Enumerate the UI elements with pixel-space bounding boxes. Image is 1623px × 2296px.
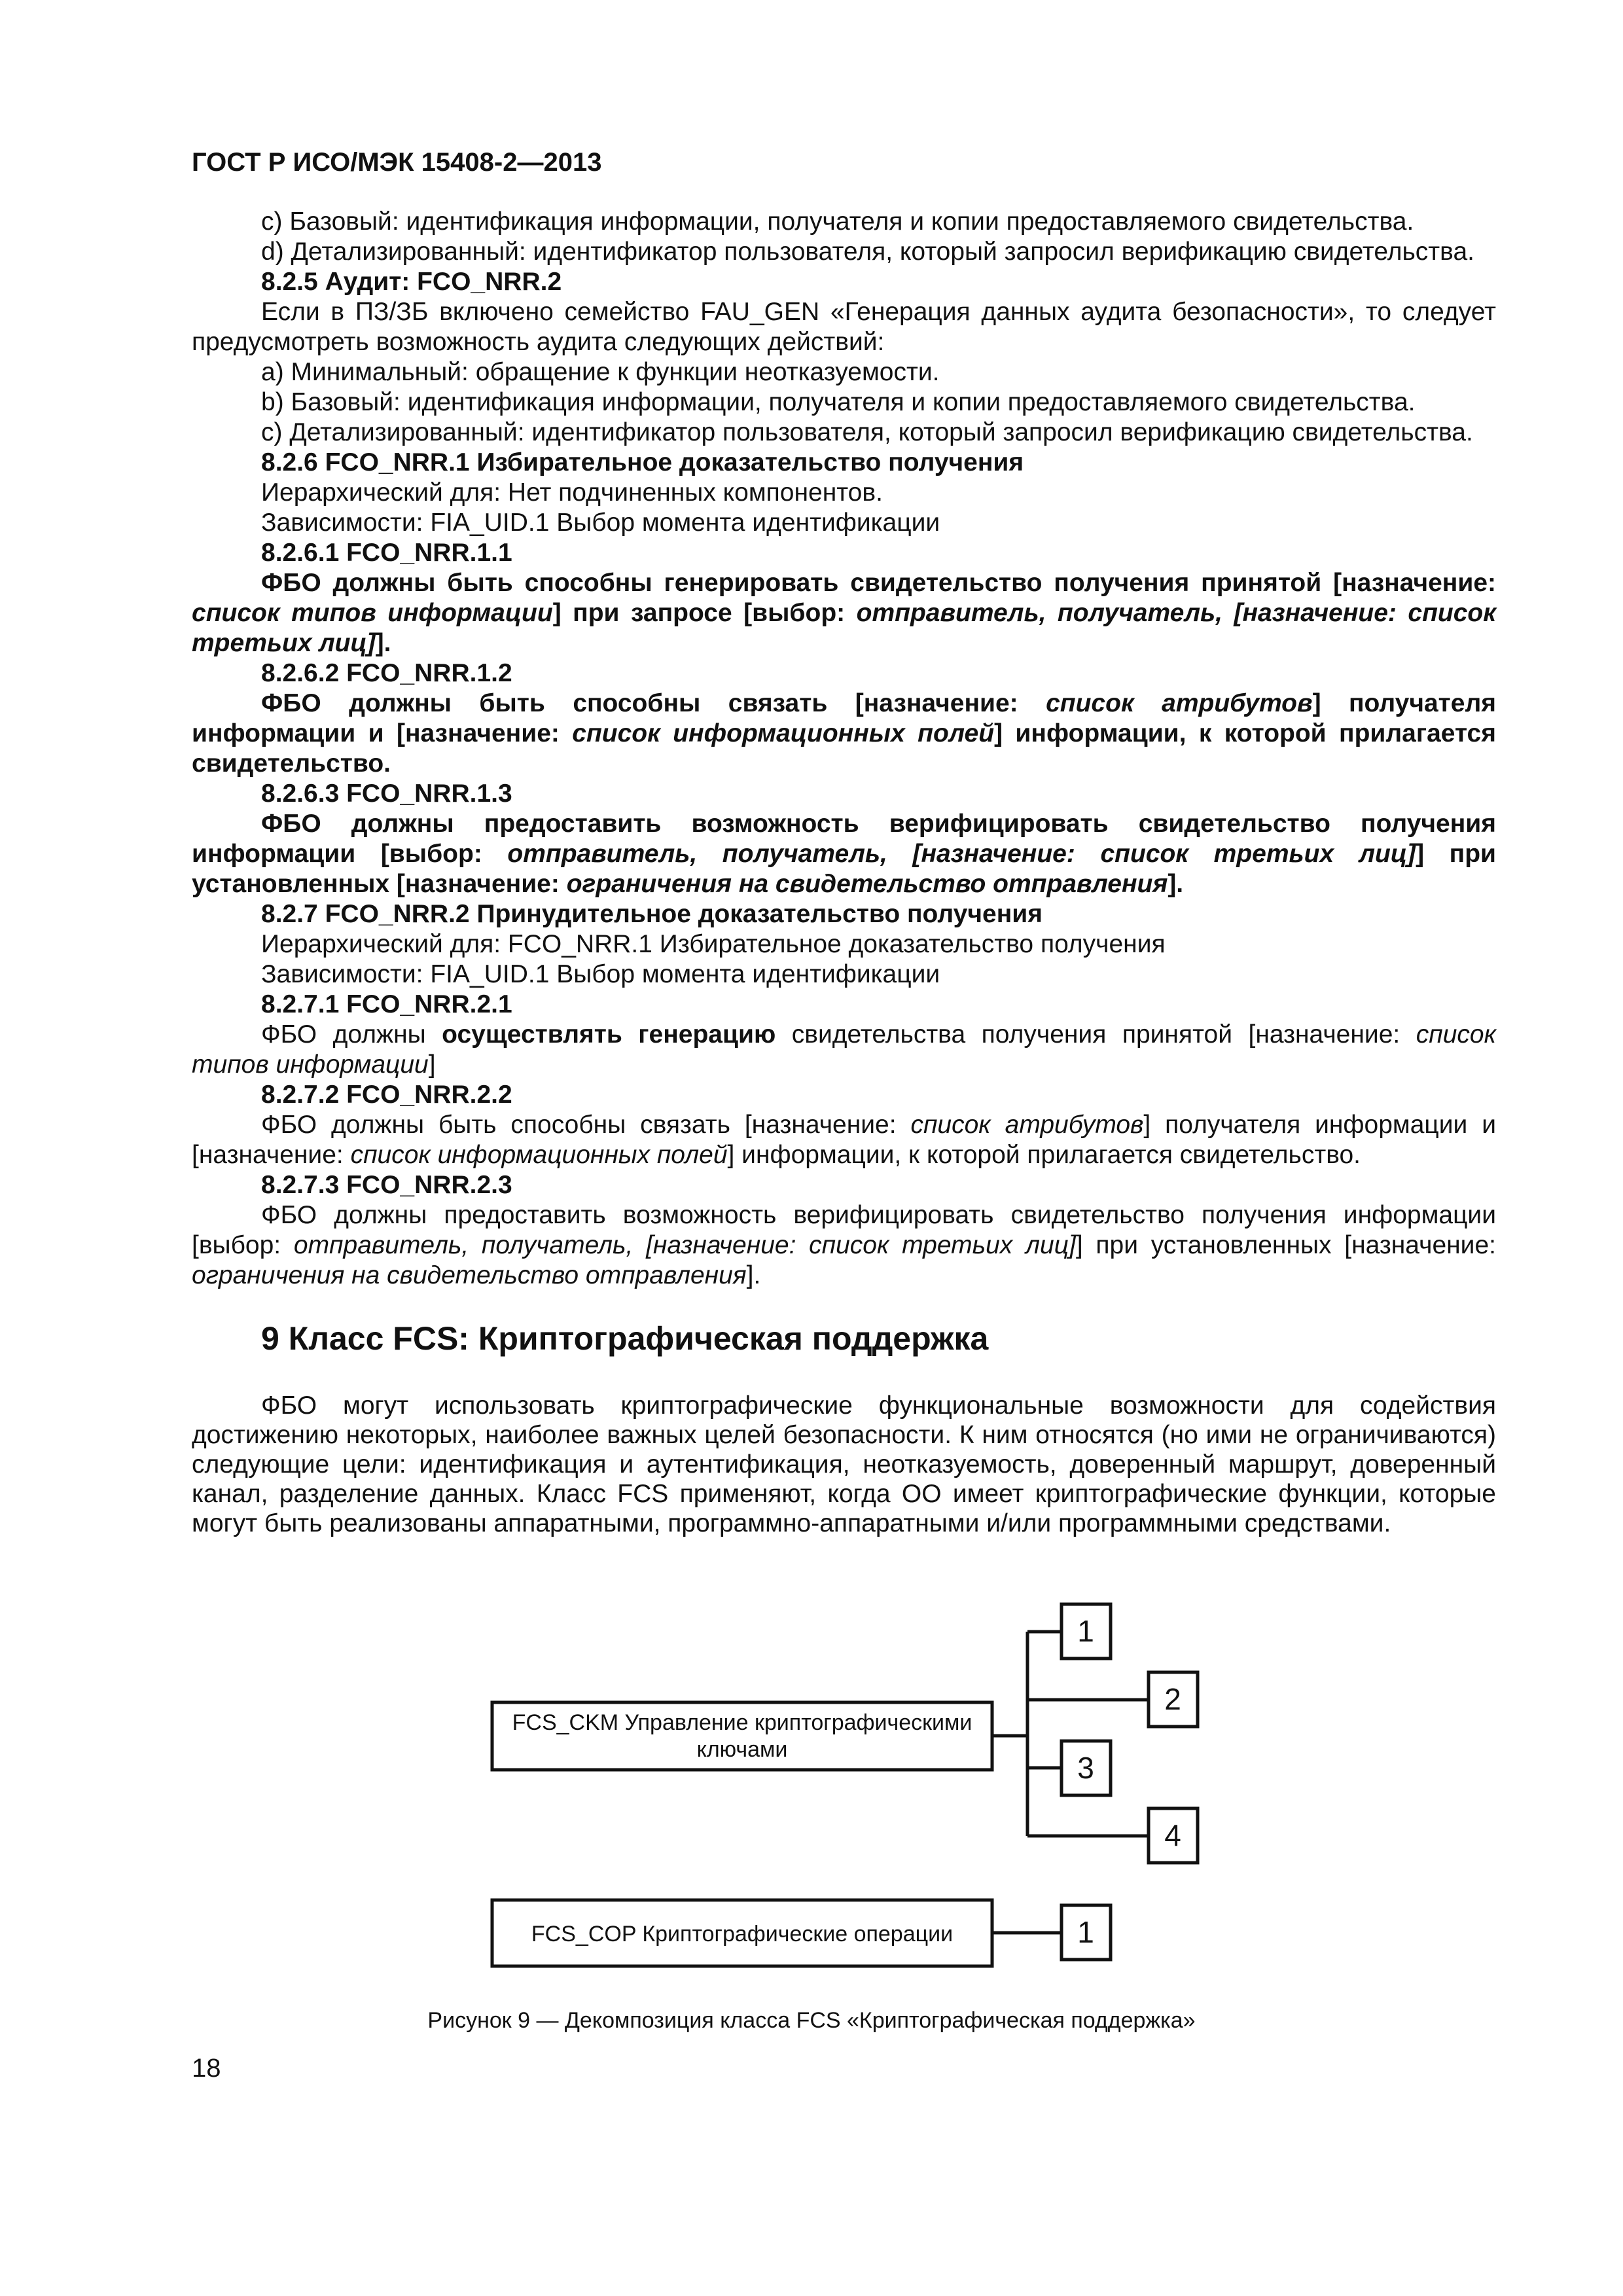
req-assignment: список типов информации	[192, 599, 553, 627]
cop-family-label: FCS_COP Криптографические операции	[531, 1922, 954, 1946]
req-text: ].	[1168, 870, 1184, 898]
heading-8-2-7: 8.2.7 FCO_NRR.2 Принудительное доказательство получения	[261, 900, 1043, 928]
heading-8-2-6: 8.2.6 FCO_NRR.1 Избирательное доказательство получения	[261, 448, 1024, 476]
req-text: ].	[746, 1261, 761, 1289]
req-text: ФБО должны предоставить возможность верифицировать свидетельство получения информации [выбор:	[192, 810, 1496, 868]
requirement-8-2-7-1	[192, 1020, 1496, 1080]
ckm-component-1-label: 1	[1077, 1614, 1094, 1648]
paragraph-d-detailed: d) Детализированный: идентификатор пользователя, который запросил верификацию свидетельства.	[261, 238, 1474, 266]
ckm-component-4-label: 4	[1164, 1818, 1181, 1852]
paragraph-c-basic: c) Базовый: идентификация информации, получателя и копии предоставляемого свидетельства.	[261, 207, 1414, 236]
req-text: ] при установленных [назначение:	[1075, 1231, 1496, 1259]
figure-caption: Рисунок 9 — Декомпозиция класса FCS «Криптографическая поддержка»	[427, 2008, 1196, 2033]
req-assignment: список атрибутов	[1046, 689, 1313, 717]
req-text: свидетельства получения принятой [назначение:	[776, 1020, 1416, 1049]
cop-component-1-label: 1	[1077, 1915, 1094, 1949]
req-assignment: ограничения на свидетельство отправления	[566, 870, 1168, 898]
req-selection: отправитель, получатель, [назначение: список третьих лиц]	[192, 599, 1496, 657]
req-assignment: список информационных полей	[572, 719, 995, 747]
heading-8-2-7-1: 8.2.7.1 FCO_NRR.2.1	[261, 990, 512, 1018]
paragraph-8-2-5: Если в ПЗ/ЗБ включено семейство FAU_GEN «Генерация данных аудита безопасности», то следует предусмотреть возможность аудита следующих действий:	[192, 298, 1496, 356]
document-body	[192, 207, 1496, 1291]
document-id: ГОСТ Р ИСО/МЭК 15408-2—2013	[192, 148, 602, 177]
heading-8-2-6-1: 8.2.6.1 FCO_NRR.1.1	[261, 539, 512, 567]
hierarchy-8-2-7: Иерархический для: FCO_NRR.1 Избирательное доказательство получения	[261, 930, 1166, 958]
requirement-8-2-7-3	[192, 1200, 1496, 1291]
req-text: ] информации, к которой прилагается свидетельство.	[727, 1141, 1361, 1169]
heading-8-2-6-3: 8.2.6.3 FCO_NRR.1.3	[261, 780, 512, 808]
ckm-family-label-line1: FCS_CKM Управление криптографическими	[512, 1710, 972, 1735]
req-text: ].	[375, 629, 391, 657]
requirement-8-2-6-1	[192, 568, 1496, 658]
req-assignment: ограничения на свидетельство отправления	[192, 1261, 747, 1289]
req-selection: отправитель, получатель, [назначение: список третьих лиц]	[507, 840, 1416, 868]
item-c-detailed: c) Детализированный: идентификатор пользователя, который запросил верификацию свидетельства.	[261, 418, 1473, 446]
ckm-component-3-label: 3	[1077, 1751, 1094, 1785]
section-9-title: 9 Класс FCS: Криптографическая поддержка	[261, 1320, 989, 1357]
ckm-family-label-line2: ключами	[696, 1737, 788, 1762]
req-text: ] при установленных [назначение:	[192, 840, 1496, 898]
req-assignment: список типов информации	[192, 1020, 1496, 1079]
req-text: ] получателя информации и [назначение:	[192, 689, 1496, 747]
page-number: 18	[192, 2054, 221, 2083]
section-9-intro: ФБО могут использовать криптографические функциональные возможности для содействия достижению некоторых, наиболее важных целей безопасности. К ним относятся (но ими не ограничиваются) следующие цели: идентификация и аутентификация, неотказуемость, доверенный маршрут, доверенный канал, разделение данных. Класс FCS применяют, когда ОО имеет криптографические функции, которые могут быть реализованы аппаратными, программно-аппаратными и/или программными средствами.	[192, 1391, 1496, 1537]
req-text: ] информации, к которой прилагается свидетельство.	[192, 719, 1496, 778]
heading-8-2-7-3: 8.2.7.3 FCO_NRR.2.3	[261, 1171, 512, 1199]
heading-8-2-5: 8.2.5 Аудит: FCO_NRR.2	[261, 268, 562, 296]
req-text: ФБО должны	[261, 1020, 442, 1049]
req-assignment: список атрибутов	[910, 1111, 1144, 1139]
requirement-8-2-6-2	[192, 689, 1496, 779]
req-text: ] получателя информации и [назначение:	[192, 1111, 1496, 1169]
fcs-decomposition-diagram	[0, 1571, 1623, 2003]
hierarchy-8-2-6: Иерархический для: Нет подчиненных компонентов.	[261, 478, 883, 507]
req-text: ФБО должны быть способны связать [назначение:	[261, 689, 1046, 717]
req-text: ФБО должны быть способны связать [назначение:	[261, 1111, 911, 1139]
requirement-8-2-6-3	[192, 809, 1496, 899]
req-text: ] при запросе [выбор:	[552, 599, 857, 627]
item-a-minimal: a) Минимальный: обращение к функции неотказуемости.	[261, 358, 940, 386]
req-text: ФБО должны предоставить возможность верифицировать свидетельство получения информации [выбор:	[192, 1201, 1496, 1259]
ckm-connector-lines	[992, 1632, 1149, 1836]
requirement-8-2-7-2	[192, 1110, 1496, 1170]
req-refinement: осуществлять генерацию	[442, 1020, 776, 1049]
req-text: ФБО должны быть способны генерировать свидетельство получения принятой [назначение:	[261, 569, 1496, 597]
dependencies-8-2-6: Зависимости: FIA_UID.1 Выбор момента идентификации	[261, 509, 940, 537]
ckm-component-2-label: 2	[1164, 1682, 1181, 1716]
req-text: ]	[428, 1050, 436, 1079]
heading-8-2-6-2: 8.2.6.2 FCO_NRR.1.2	[261, 659, 512, 687]
req-selection: отправитель, получатель, [назначение: список третьих лиц]	[293, 1231, 1076, 1259]
req-assignment: список информационных полей	[350, 1141, 728, 1169]
heading-8-2-7-2: 8.2.7.2 FCO_NRR.2.2	[261, 1081, 512, 1109]
dependencies-8-2-7: Зависимости: FIA_UID.1 Выбор момента идентификации	[261, 960, 940, 988]
item-b-basic: b) Базовый: идентификация информации, получателя и копии предоставляемого свидетельства.	[261, 388, 1416, 416]
